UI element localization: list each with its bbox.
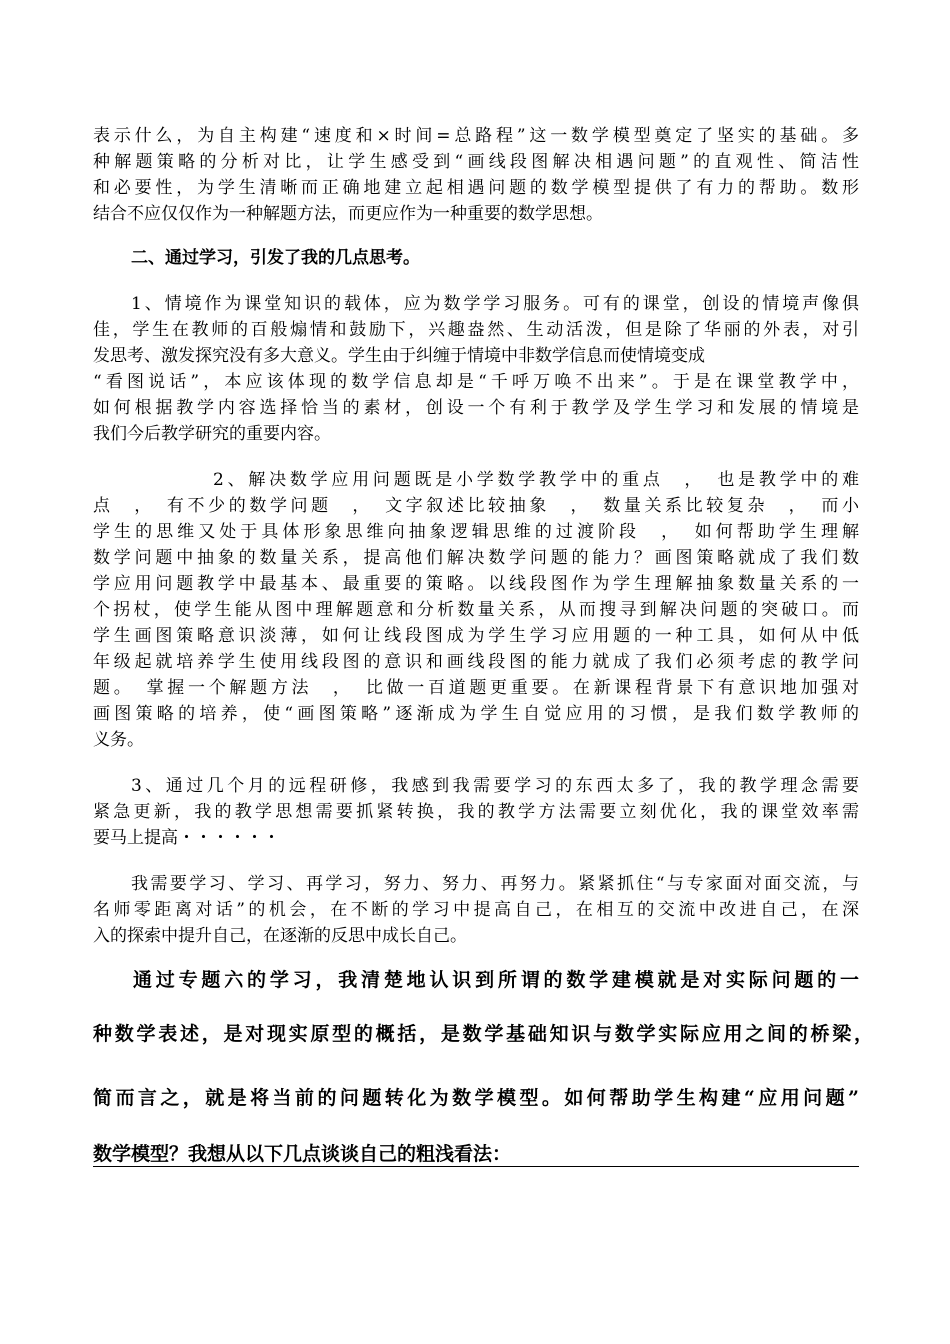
p2-line-6: 个拐杖，使学生能从图中理解题意和分析数量关系，从而搜寻到解决问题的突破口。而 xyxy=(93,600,859,620)
topic6-line-2: 种数学表述，是对现实原型的概括，是数学基础知识与数学实际应用之间的桥梁， xyxy=(93,1023,873,1045)
p3-line-1: 3、通过几个月的远程研修，我感到我需要学习的东西太多了，我的教学理念需要 xyxy=(131,776,859,796)
section-heading: 二、通过学习，引发了我的几点思考。 xyxy=(131,248,420,268)
p4-line-3: 入的探索中提升自己，在逐渐的反思中成长自己。 xyxy=(93,926,467,946)
p2-line-2: 点 ， 有不少的数学问题 ， 文字叙述比较抽象 ， 数量关系比较复杂 ， 而小 xyxy=(93,496,859,516)
underline-rule xyxy=(93,1166,859,1167)
p2-line-8: 年级起就培养学生使用线段图的意识和画线段图的能力就成了我们必须考虑的教学问 xyxy=(93,652,859,672)
p1-line-2: 佳，学生在教师的百般煽情和鼓励下，兴趣盎然、生动活泼，但是除了华丽的外表，对引 xyxy=(93,320,859,340)
p4-line-2: 名师零距离对话”的机会，在不断的学习中提高自己，在相互的交流中改进自己，在深 xyxy=(93,900,859,920)
p3-line-3: 要马上提高・・・・・・ xyxy=(93,828,280,848)
topic6-line-3: 简而言之，就是将当前的问题转化为数学模型。如何帮助学生构建“应用问题” xyxy=(93,1087,859,1109)
topic6-line-1: 通过专题六的学习，我清楚地认识到所谓的数学建模就是对实际问题的一 xyxy=(133,969,859,991)
p1-line-6: 我们今后教学研究的重要内容。 xyxy=(93,424,331,444)
p3-line-2: 紧急更新，我的教学思想需要抓紧转换，我的教学方法需要立刻优化，我的课堂效率需 xyxy=(93,802,859,822)
p1-line-1: 1、情境作为课堂知识的载体，应为数学学习服务。可有的课堂，创设的情境声像俱 xyxy=(131,294,859,314)
p2-line-4: 数学问题中抽象的数量关系，提高他们解决数学问题的能力？画图策略就成了我们数 xyxy=(93,548,859,568)
p1-line-4: “看图说话”，本应该体现的数学信息却是“千呼万唤不出来”。于是在课堂教学中， xyxy=(93,372,859,392)
intro-line-4: 结合不应仅仅作为一种解题方法，而更应作为一种重要的数学思想。 xyxy=(93,204,603,224)
p2-line-3: 学生的思维又处于具体形象思维向抽象逻辑思维的过渡阶段 ， 如何帮助学生理解 xyxy=(93,522,859,542)
p2-line-1: 2、解决数学应用问题既是小学数学教学中的重点 ， 也是教学中的难 xyxy=(213,470,859,490)
p4-line-1: 我需要学习、学习、再学习，努力、努力、再努力。紧紧抓住“与专家面对面交流，与 xyxy=(131,874,859,894)
intro-line-1: 表示什么，为自主构建“速度和×时间=总路程”这一数学模型奠定了坚实的基础。多 xyxy=(93,126,859,146)
p1-line-3: 发思考、激发探究没有多大意义。学生由于纠缠于情境中非数学信息而使情境变成 xyxy=(93,346,705,366)
p2-line-7: 学生画图策略意识淡薄，如何让线段图成为学生学习应用题的一种工具，如何从中低 xyxy=(93,626,859,646)
intro-line-2: 种解题策略的分析对比，让学生感受到“画线段图解决相遇问题”的直观性、简洁性 xyxy=(93,152,859,172)
p2-line-11: 义务。 xyxy=(93,730,144,750)
p2-line-5: 学应用问题教学中最基本、最重要的策略。以线段图作为学生理解抽象数量关系的一 xyxy=(93,574,859,594)
intro-line-3: 和必要性，为学生清晰而正确地建立起相遇问题的数学模型提供了有力的帮助。数形 xyxy=(93,178,859,198)
p2-line-10: 画图策略的培养，使“画图策略”逐渐成为学生自觉应用的习惯，是我们数学教师的 xyxy=(93,704,859,724)
topic6-line-4: 数学模型？我想从以下几点谈谈自己的粗浅看法： xyxy=(93,1143,512,1165)
p1-line-5: 如何根据教学内容选择恰当的素材，创设一个有利于教学及学生学习和发展的情境是 xyxy=(93,398,859,418)
p2-line-9: 题。 掌握一个解题方法 ， 比做一百道题更重要。在新课程背景下有意识地加强对 xyxy=(93,678,859,698)
